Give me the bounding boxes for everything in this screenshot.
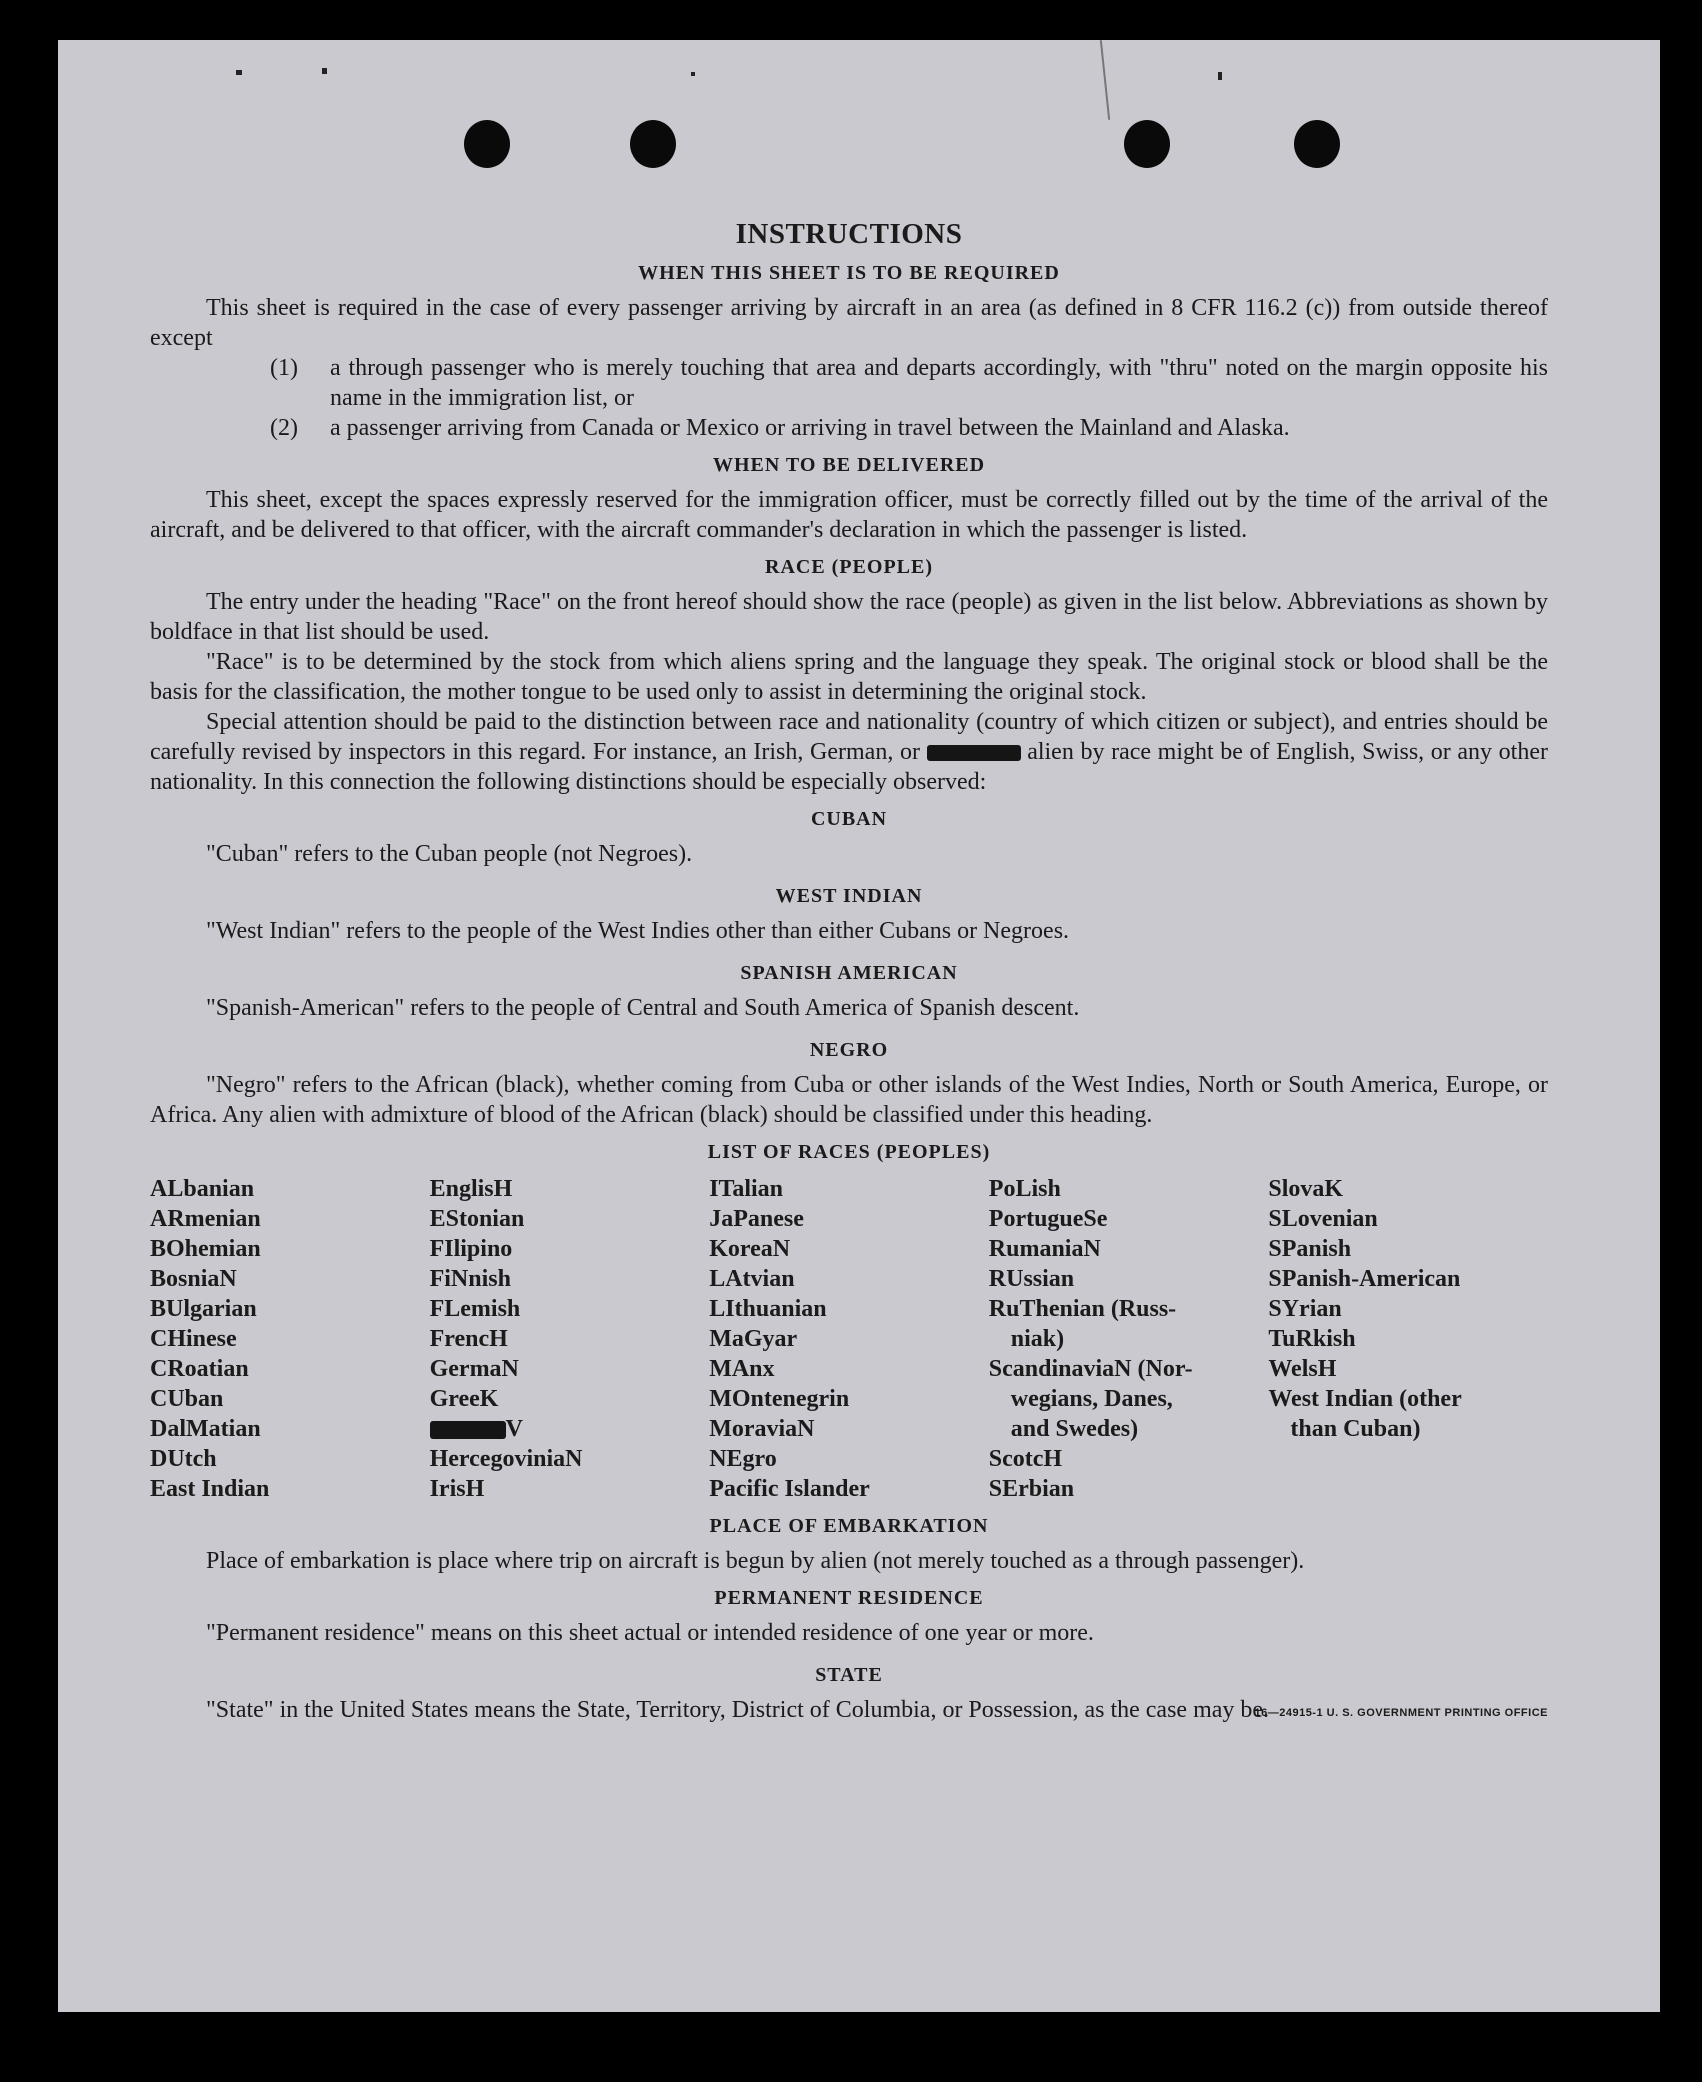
race-entry: CRoatian [150, 1356, 249, 1382]
paragraph: The entry under the heading "Race" on the front hereof should show the race (people) as given in the list below. Abbreviations as shown by boldface in that list should be used. [150, 589, 1548, 645]
page-title: INSTRUCTIONS [735, 218, 963, 250]
race-entry-continued: than Cuban) [1290, 1416, 1421, 1442]
section-heading: PERMANENT RESIDENCE [714, 1587, 984, 1609]
punch-hole [1124, 120, 1170, 168]
paragraph: This sheet, except the spaces expressly reserved for the immigration officer, must be correctly filled out by the time of the arrival of the aircraft, and be delivered to that officer, with the aircraft commander's declaration in which the passenger is listed. [150, 487, 1548, 543]
race-entry: ARmenian [150, 1206, 261, 1232]
race-entry: JaPanese [709, 1206, 804, 1232]
race-entry: East Indian [150, 1476, 270, 1502]
section-heading: STATE [815, 1664, 883, 1686]
item-number: (2) [270, 415, 298, 441]
race-entry: BOhemian [150, 1236, 261, 1262]
paragraph: Place of embarkation is place where trip on aircraft is begun by alien (not merely touched as a through passenger). [206, 1548, 1305, 1574]
race-entry: HercegoviniaN [429, 1446, 583, 1472]
race-list [150, 1174, 1548, 1504]
race-entry: RumaniaN [988, 1236, 1101, 1262]
race-entry: EnglisH [429, 1176, 513, 1202]
race-entry: West Indian (other [1268, 1386, 1462, 1412]
paragraph: "Permanent residence" means on this sheet actual or intended residence of one year or more. [206, 1620, 1094, 1646]
document-page [58, 40, 1660, 2012]
race-entry: ALbanian [150, 1176, 255, 1202]
race-entry: LAtvian [709, 1266, 795, 1292]
section-heading: RACE (PEOPLE) [765, 556, 933, 578]
list-item [270, 353, 1548, 413]
section-heading: WEST INDIAN [775, 885, 923, 907]
section-heading: LIST OF RACES (PEOPLES) [707, 1141, 991, 1163]
instructions-body [150, 218, 1548, 1725]
race-entry: MoraviaN [709, 1416, 815, 1442]
punch-hole [630, 120, 676, 168]
paragraph: "Negro" refers to the African (black), whether coming from Cuba or other islands of the West Indies, North or South America, Europe, or Africa. Any alien with admixture of blood of the African (black) should be classified under this heading. [150, 1072, 1548, 1128]
item-text: a through passenger who is merely touching that area and departs accordingly, with "thru" noted on the margin opposite his name in the immigration list, or [330, 355, 1548, 411]
race-entry: MOntenegrin [709, 1386, 850, 1412]
paragraph: "Spanish-American" refers to the people of Central and South America of Spanish descent. [206, 995, 1080, 1021]
speck [1100, 40, 1110, 120]
race-entry: SLovenian [1268, 1206, 1378, 1232]
race-entry: ScotcH [988, 1446, 1063, 1472]
race-entry-continued: wegians, Danes, [1010, 1386, 1173, 1412]
race-entry: MAnx [709, 1356, 775, 1382]
race-entry-suffix: V [505, 1416, 523, 1442]
race-entry: KoreaN [709, 1236, 791, 1262]
list-item [270, 413, 1548, 443]
printer-imprint: 16—24915-1 U. S. GOVERNMENT PRINTING OFFICE [1254, 1707, 1548, 1719]
race-entry: SYrian [1268, 1296, 1342, 1322]
race-entry: BosniaN [150, 1266, 237, 1292]
race-entry: DUtch [150, 1446, 217, 1472]
race-entry: TuRkish [1268, 1326, 1356, 1352]
section-heading: PLACE OF EMBARKATION [709, 1515, 989, 1537]
race-column [1268, 1174, 1548, 1504]
race-entry: SlovaK [1268, 1176, 1344, 1202]
paragraph: "Cuban" refers to the Cuban people (not Negroes). [206, 841, 693, 867]
race-entry: GermaN [429, 1356, 519, 1382]
race-entry: NEgro [709, 1446, 777, 1472]
speck [322, 68, 327, 74]
punch-hole [464, 120, 510, 168]
race-entry: SPanish [1268, 1236, 1352, 1262]
race-entry: Pacific Islander [709, 1476, 870, 1502]
paragraph: "West Indian" refers to the people of the West Indies other than either Cubans or Negroes. [206, 918, 1070, 944]
race-entry: PoLish [988, 1176, 1061, 1202]
race-entry: MaGyar [709, 1326, 798, 1352]
paragraph-text: alien by race might be of English, Swiss, or any other nationality. In this connection the following distinctions should be especially observed: [150, 739, 1548, 795]
speck [1218, 72, 1222, 80]
race-entry: IrisH [429, 1476, 485, 1502]
item-number: (1) [270, 355, 298, 381]
race-entry-redacted [430, 1414, 710, 1444]
race-entry: WelsH [1268, 1356, 1337, 1382]
paragraph [150, 707, 1548, 797]
race-entry: GreeK [429, 1386, 499, 1412]
race-entry: FiNnish [429, 1266, 511, 1292]
section-heading: WHEN TO BE DELIVERED [712, 454, 986, 476]
punch-hole [1294, 120, 1340, 168]
race-entry: PortugueSe [988, 1206, 1108, 1232]
race-entry-continued: niak) [1010, 1326, 1065, 1352]
redaction-mark [927, 745, 1021, 761]
paragraph: This sheet is required in the case of every passenger arriving by aircraft in an area (as defined in 8 CFR 116.2 (c)) from outside thereof except [150, 295, 1548, 351]
race-entry: FrencH [429, 1326, 508, 1352]
paragraph: "Race" is to be determined by the stock from which aliens spring and the language they speak. The original stock or blood shall be the basis for the classification, the mother tongue to be used only to assist in determining the original stock. [150, 649, 1548, 705]
race-entry: SPanish-American [1268, 1266, 1461, 1292]
section-heading: NEGRO [809, 1039, 889, 1061]
speck [691, 72, 695, 76]
race-entry: RUssian [988, 1266, 1075, 1292]
race-entry: LIthuanian [709, 1296, 827, 1322]
race-entry: FIlipino [429, 1236, 513, 1262]
race-entry: BUlgarian [150, 1296, 257, 1322]
race-entry: CUban [150, 1386, 224, 1412]
race-entry: FLemish [429, 1296, 521, 1322]
race-column [989, 1174, 1269, 1504]
paragraph: "State" in the United States means the State, Territory, District of Columbia, or Possession, as the case may be. [206, 1697, 1270, 1723]
race-column [430, 1174, 710, 1504]
race-column [709, 1174, 989, 1504]
race-entry: ScandinaviaN (Nor- [988, 1356, 1193, 1382]
race-entry-continued: and Swedes) [1010, 1416, 1139, 1442]
item-text: a passenger arriving from Canada or Mexico or arriving in travel between the Mainland and Alaska. [330, 415, 1290, 441]
race-column [150, 1174, 430, 1504]
race-entry: CHinese [150, 1326, 237, 1352]
speck [236, 70, 242, 75]
race-entry: RuThenian (Russ- [988, 1296, 1177, 1322]
section-heading: CUBAN [810, 808, 888, 830]
section-heading: WHEN THIS SHEET IS TO BE REQUIRED [638, 262, 1060, 284]
race-entry: EStonian [429, 1206, 525, 1232]
race-entry: ITalian [709, 1176, 784, 1202]
race-entry: SErbian [988, 1476, 1075, 1502]
section-heading: SPANISH AMERICAN [740, 962, 958, 984]
race-entry: DalMatian [150, 1416, 261, 1442]
paragraph-text: Special attention should be paid to the distinction between race and nationality (country of which citizen or subject), and entries should be carefully revised by inspectors in this regard. For instance, an Irish, German, or [150, 709, 1548, 765]
redaction-mark [430, 1421, 506, 1439]
